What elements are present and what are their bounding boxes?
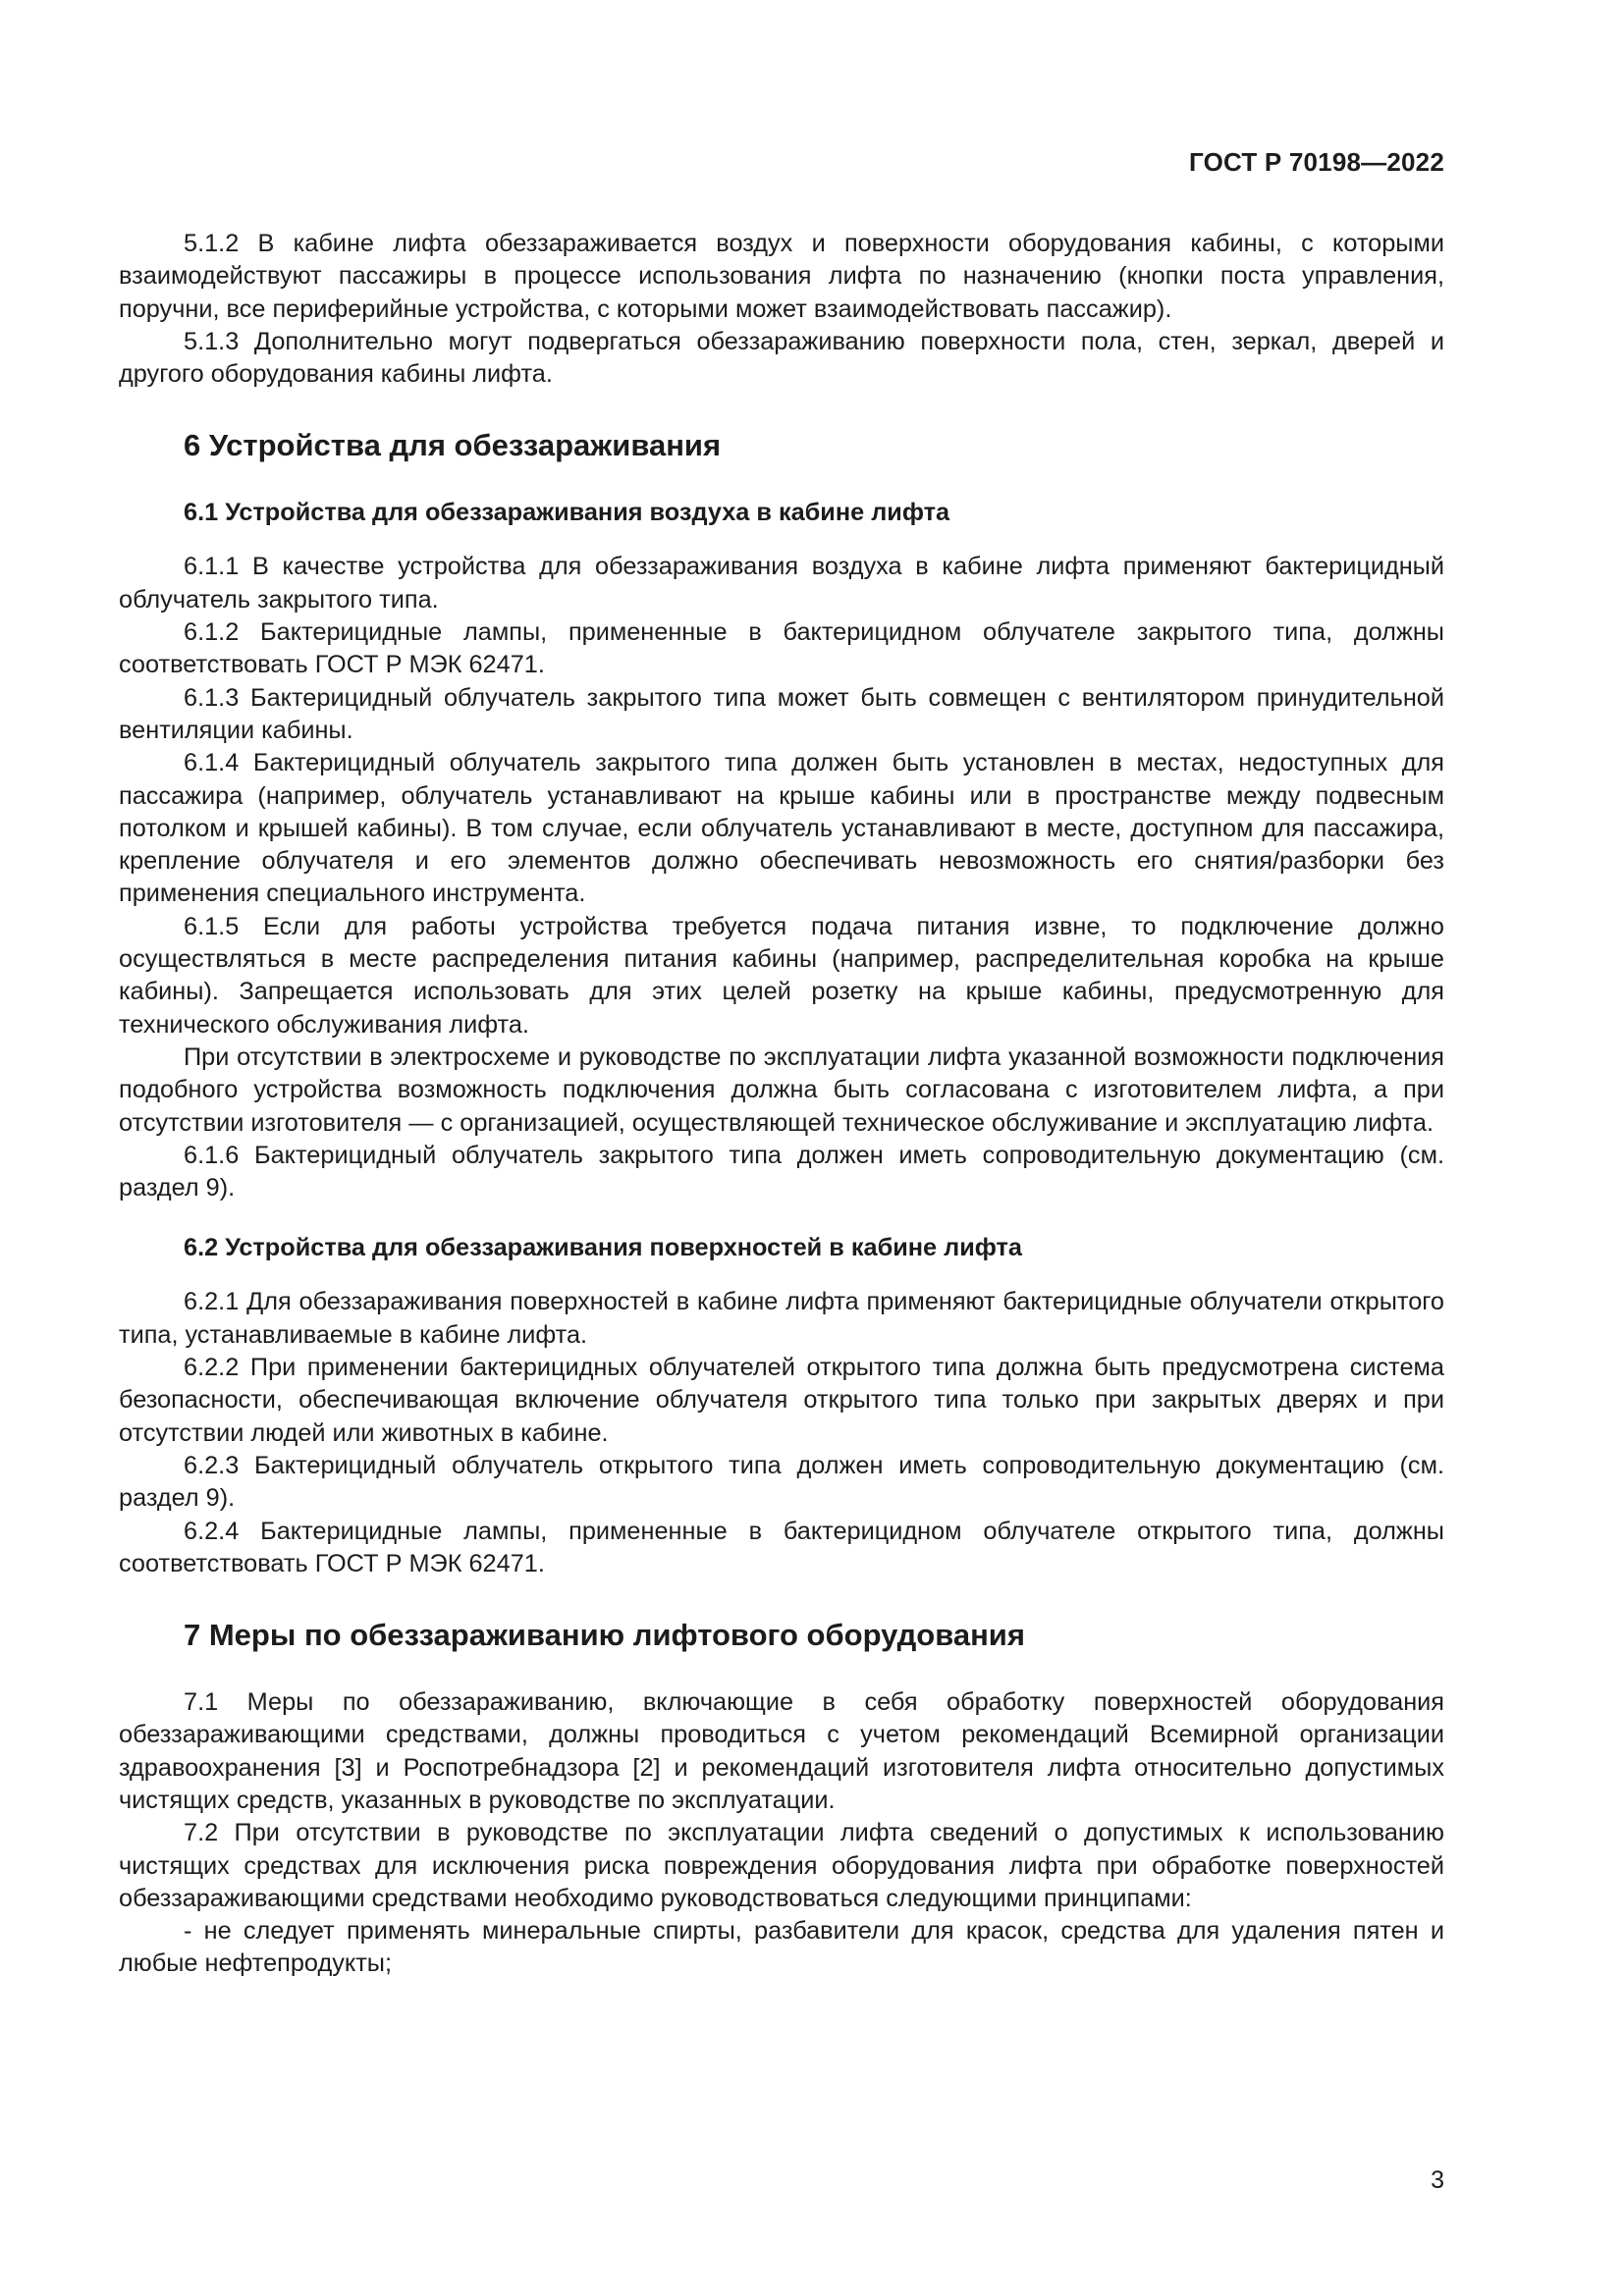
section-6-heading: 6 Устройства для обеззараживания bbox=[184, 428, 722, 463]
subsection-6-1-heading: 6.1 Устройства для обеззараживания воздуха в кабине лифта bbox=[184, 499, 950, 527]
paragraph-6-1-5: 6.1.5 Если для работы устройства требуется подача питания извне, то подключение должно осуществляться в месте распределения питания кабины (например, распределительная коробка на крыше кабины). Запрещается использовать для этих целей розетку на крыше кабины, предусмотренную для технического обслуживания лифта. bbox=[119, 912, 1444, 1039]
section-7-heading: 7 Меры по обеззараживанию лифтового оборудования bbox=[184, 1618, 1025, 1653]
paragraph-6-2-1: 6.2.1 Для обеззараживания поверхностей в кабине лифта применяют бактерицидные облучатели открытого типа, устанавливаемые в кабине лифта. bbox=[119, 1288, 1444, 1349]
document-code: ГОСТ Р 70198—2022 bbox=[1189, 147, 1444, 177]
paragraph-6-2-2: 6.2.2 При применении бактерицидных облучателей открытого типа должна быть предусмотрена система безопасности, обеспечивающая включение облучателя открытого типа только при закрытых дверях и при отсутствии людей или животных в кабине. bbox=[119, 1354, 1444, 1447]
page-body bbox=[119, 228, 1444, 1981]
paragraph-6-2-4: 6.2.4 Бактерицидные лампы, примененные в бактерицидном облучателе открытого типа, должны соответствовать ГОСТ Р МЭК 62471. bbox=[119, 1517, 1444, 1577]
paragraph-6-1-1: 6.1.1 В качестве устройства для обеззараживания воздуха в кабине лифта применяют бактерицидный облучатель закрытого типа. bbox=[119, 553, 1444, 614]
subsection-6-2-heading: 6.2 Устройства для обеззараживания поверхностей в кабине лифта bbox=[184, 1234, 1023, 1262]
page-number: 3 bbox=[1431, 2166, 1444, 2194]
paragraph-6-1-3: 6.1.3 Бактерицидный облучатель закрытого типа может быть совмещен с вентилятором принудительной вентиляции кабины. bbox=[119, 683, 1444, 744]
paragraph-5-1-2: 5.1.2 В кабине лифта обеззараживается воздух и поверхности оборудования кабины, с которыми взаимодействуют пассажиры в процессе использования лифта по назначению (кнопки поста управления, поручни, все периферийные устройства, с которыми может взаимодействовать пассажир). bbox=[119, 230, 1444, 323]
paragraph-6-1-2: 6.1.2 Бактерицидные лампы, примененные в бактерицидном облучателе закрытого типа, должны соответствовать ГОСТ Р МЭК 62471. bbox=[119, 618, 1444, 679]
paragraph-6-1-5-continued: При отсутствии в электросхеме и руководстве по эксплуатации лифта указанной возможности подключения подобного устройства возможность подключения должна быть согласована с изготовителем лифта, а при отсутствии изготовителя — с организацией, осуществляющей техническое обслуживание и эксплуатацию лифта. bbox=[119, 1042, 1444, 1137]
paragraph-6-2-3: 6.2.3 Бактерицидный облучатель открытого типа должен иметь сопроводительную документацию (см. раздел 9). bbox=[119, 1451, 1444, 1513]
list-item: - не следует применять минеральные спирты, разбавители для красок, средства для удаления пятен и любые нефтепродукты; bbox=[119, 1917, 1444, 1978]
paragraph-6-1-6: 6.1.6 Бактерицидный облучатель закрытого типа должен иметь сопроводительную документацию (см. раздел 9). bbox=[119, 1141, 1444, 1202]
paragraph-7-2: 7.2 При отсутствии в руководстве по эксплуатации лифта сведений о допустимых к использованию чистящих средствах для исключения риска повреждения оборудования лифта при обработке поверхностей обеззараживающими средствами необходимо руководствоваться следующими принципами: bbox=[119, 1819, 1444, 1912]
paragraph-6-1-4: 6.1.4 Бактерицидный облучатель закрытого типа должен быть установлен в местах, недоступных для пассажира (например, облучатель устанавливают на крыше кабины или в пространстве между подвесным потолком и крышей кабины). В том случае, если облучатель устанавливают в месте, доступном для пассажира, крепление облучателя и его элементов должно обеспечивать невозможность его снятия/разборки без применения специального инструмента. bbox=[119, 749, 1444, 908]
paragraph-7-1: 7.1 Меры по обеззараживанию, включающие в себя обработку поверхностей оборудования обеззараживающими средствами, должны проводиться с учетом рекомендаций Всемирной организации здравоохранения [3] и Роспотребнадзора [2] и рекомендаций изготовителя лифта относительно допустимых чистящих средств, указанных в руководстве по эксплуатации. bbox=[119, 1688, 1444, 1814]
paragraph-5-1-3: 5.1.3 Дополнительно могут подвергаться обеззараживанию поверхности пола, стен, зеркал, дверей и другого оборудования кабины лифта. bbox=[119, 327, 1444, 389]
